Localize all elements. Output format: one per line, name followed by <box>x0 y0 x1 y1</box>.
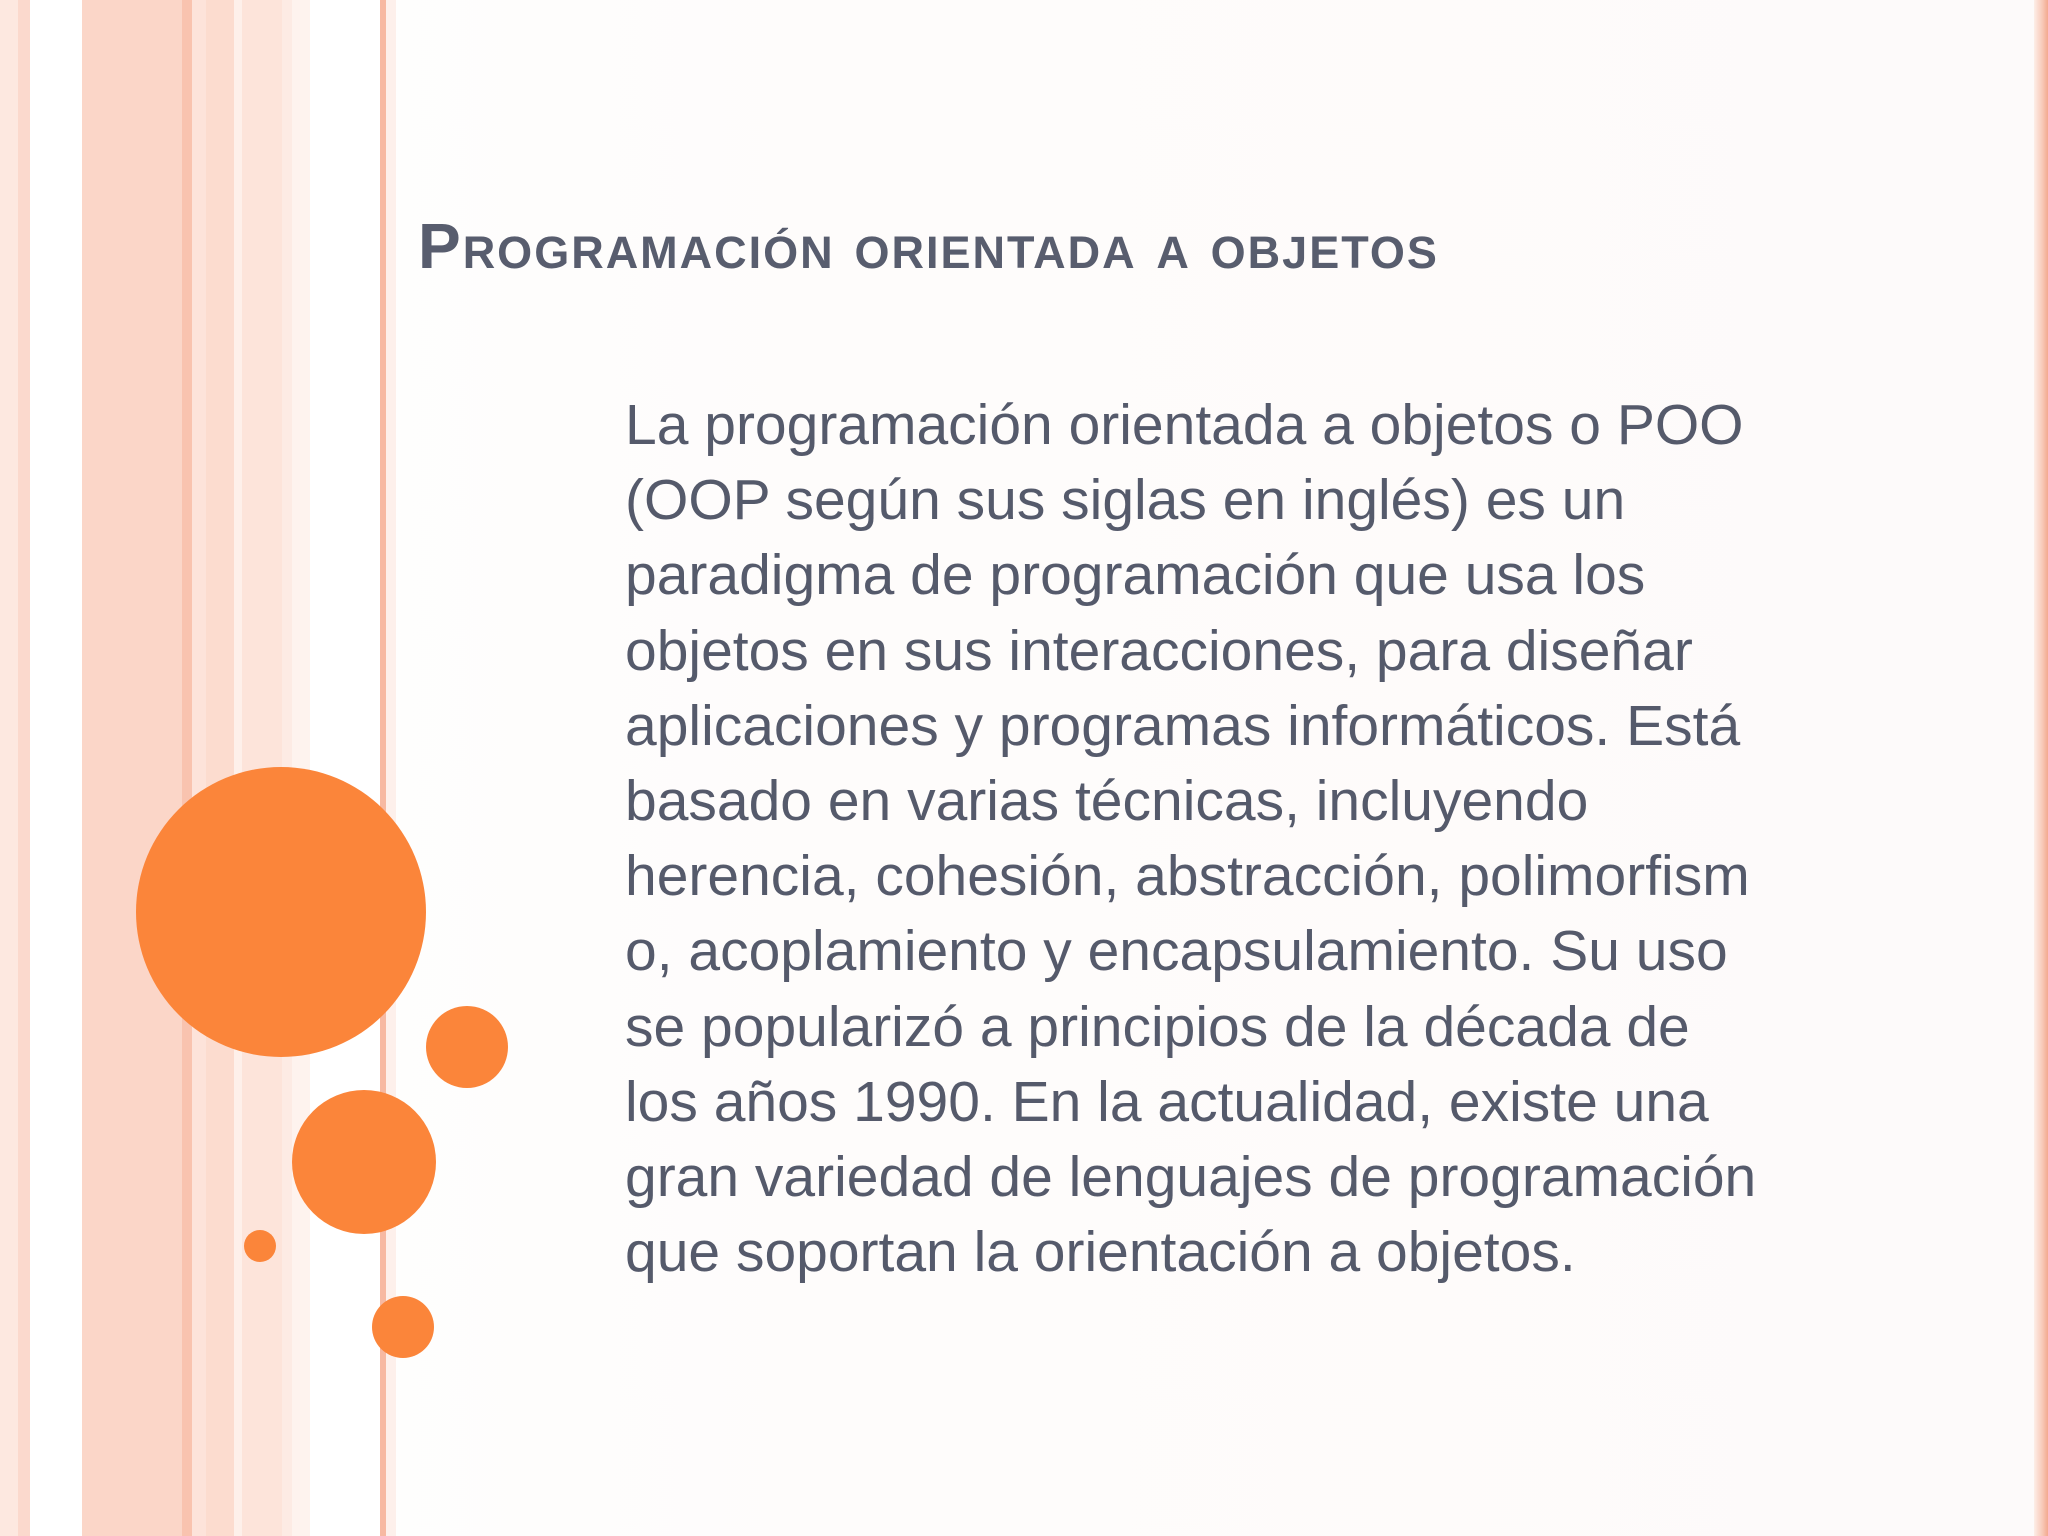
body-line: gran variedad de lenguajes de programación <box>625 1145 1757 1210</box>
body-line: objetos en sus interacciones, para diseñar <box>625 618 1693 683</box>
stripe <box>234 0 242 1536</box>
body-line: (OOP según sus siglas en inglés) es un <box>625 468 1626 533</box>
decorative-circle-medium <box>292 1090 436 1234</box>
stripe <box>192 0 206 1536</box>
stripe <box>18 0 30 1536</box>
body-line: herencia, cohesión, abstracción, polimorfism <box>625 844 1750 909</box>
body-line: los años 1990. En la actualidad, existe una <box>625 1069 1709 1134</box>
body-line: basado en varias técnicas, incluyendo <box>625 769 1589 834</box>
body-line: paradigma de programación que usa los <box>625 543 1646 608</box>
stripe <box>82 0 182 1536</box>
decorative-circle-small-bottom <box>372 1296 434 1358</box>
body-line: que soportan la orientación a objetos. <box>625 1220 1576 1285</box>
right-edge-stripe <box>2034 0 2048 1536</box>
stripe <box>206 0 234 1536</box>
body-line: La programación orientada a objetos o POO <box>625 393 1744 457</box>
decorative-stripes <box>0 0 400 1536</box>
stripe <box>182 0 192 1536</box>
body-line: o, acoplamiento y encapsulamiento. Su uso <box>625 919 1728 984</box>
slide-title: Programación orientada a objetos <box>418 210 1439 282</box>
body-line: se popularizó a principios de la década de <box>625 994 1690 1059</box>
stripe <box>0 0 18 1536</box>
body-line: aplicaciones y programas informáticos. Está <box>625 693 1741 758</box>
body-paragraph <box>625 388 1955 1290</box>
decorative-circle-small <box>426 1006 508 1088</box>
stripe <box>310 0 380 1536</box>
stripe <box>30 0 82 1536</box>
decorative-circle-large <box>136 767 426 1057</box>
decorative-circle-tiny <box>244 1230 276 1262</box>
